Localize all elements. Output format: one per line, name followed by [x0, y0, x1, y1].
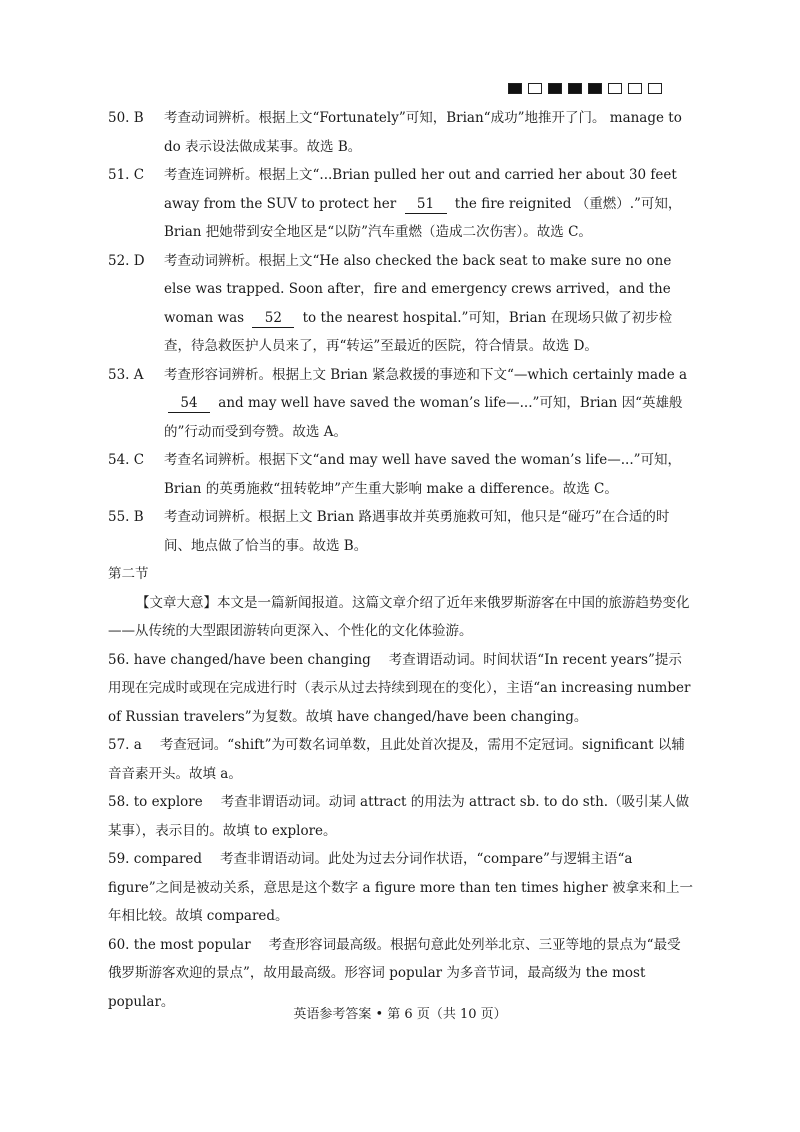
- position-mark: [648, 83, 662, 94]
- explanation-text: 考查动词辨析。根据上文“He also checked the back seat to make sure no one else was trapped. Soon after，fire and emergency crews arrived，and the woman was: [164, 252, 672, 326]
- explanation-text: 考查连词辨析。根据上文“...Brian pulled her out and carried her about 30 feet away from the SUV to protect her: [164, 167, 677, 212]
- explanation-text: 考查形容词辨析。根据上文 Brian 紧急救援的事迹和下文“—which certainly made a: [164, 366, 688, 383]
- answer-explanation: [108, 788, 693, 845]
- explanation-text: the fire reignited （重燃）.”可知，Brian 把她带到安全地区是“以防”汽车重燃（造成二次伤害）。故选 C。: [164, 195, 682, 240]
- answer-number: 51. C: [108, 167, 145, 183]
- answer-number: 53. A: [108, 366, 144, 383]
- answer-item-51: [108, 161, 693, 247]
- answer-explanation: [108, 646, 693, 732]
- answer-number: 52. D: [108, 252, 145, 269]
- answer-explanation: [108, 731, 693, 788]
- answer-explanation: 考查动词辨析。根据上文 Brian 路遇事故并英勇施救可知，他只是“碰巧”在合适的时间、地点做了恰当的事。故选 B。: [164, 509, 670, 554]
- answer-content: [108, 104, 693, 1016]
- answer-number: 58. to explore: [108, 794, 203, 810]
- explanation-text: 考查非谓语动词。此处为过去分词作状语，“compare”与逻辑主语“a figure”之间是被动关系，意思是这个数字 a figure more than ten times higher 被拿来和上一年相比较。故填 compared。: [108, 851, 693, 924]
- article-summary: 【文章大意】本文是一篇新闻报道。这篇文章介绍了近年来俄罗斯游客在中国的旅游趋势变化——从传统的大型跟团游转向更深入、个性化的文化体验游。: [108, 594, 690, 639]
- answer-number: 59. compared: [108, 851, 203, 867]
- position-mark: [508, 83, 522, 94]
- answer-item-59: [108, 845, 693, 931]
- position-mark: [608, 83, 622, 94]
- answer-item-58: [108, 788, 693, 845]
- position-mark: [628, 83, 642, 94]
- answer-explanation: [164, 247, 693, 361]
- explanation-text: 考查非谓语动词。动词 attract 的用法为 attract sb. to do sth.（吸引某人做某事），表示目的。故填 to explore。: [108, 794, 690, 839]
- question-blank: 51: [405, 195, 447, 214]
- answer-number: 50. B: [108, 110, 144, 126]
- answer-number: 55. B: [108, 509, 144, 525]
- answer-number: 57. a: [108, 737, 142, 753]
- answer-number: 54. C: [108, 452, 145, 468]
- position-mark: [568, 83, 582, 94]
- explanation-text: 考查谓语动词。时间状语“In recent years”提示用现在完成时或现在完成进行时（表示从过去持续到现在的变化），主语“an increasing number of Russian travelers”为复数。故填 have changed/have been changing。: [108, 651, 691, 725]
- answer-item-52: [108, 247, 693, 361]
- position-mark: [528, 83, 542, 94]
- answer-explanation: 考查动词辨析。根据上文“Fortunately”可知，Brian“成功”地推开了门。 manage to do 表示设法做成某事。故选 B。: [164, 110, 682, 155]
- answer-explanation: 考查名词辨析。根据下文“and may well have saved the woman’s life—...”可知，Brian 的英勇施救“扭转乾坤”产生重大影响 make a difference。故选 C。: [164, 452, 682, 497]
- answer-explanation: [164, 361, 693, 447]
- explanation-text: 考查冠词。“shift”为可数名词单数，且此处首次提及，需用不定冠词。significant 以辅音音素开头。故填 a。: [108, 737, 685, 782]
- explanation-text: to the nearest hospital.”可知，Brian 在现场只做了初步检查，待急救医护人员来了，再“转运”至最近的医院，符合情景。故选 D。: [164, 309, 673, 354]
- answer-item-50: [108, 104, 693, 161]
- explanation-text: and may well have saved the woman’s life—...”可知，Brian 因“英雄般的”行动而受到夸赞。故选 A。: [164, 395, 683, 440]
- question-blank: 54: [168, 394, 210, 413]
- answer-item-55: [108, 503, 693, 560]
- answer-explanation: [164, 161, 693, 247]
- answer-item-56: [108, 646, 693, 732]
- page-position-marks: [508, 83, 662, 94]
- answer-explanation: [108, 845, 693, 931]
- answer-item-57: [108, 731, 693, 788]
- page-footer: 英语参考答案 • 第 6 页（共 10 页）: [293, 1007, 507, 1022]
- position-mark: [548, 83, 562, 94]
- explanation-text: 考查形容词最高级。根据句意此处列举北京、三亚等地的景点为“最受俄罗斯游客欢迎的景点”，故用最高级。形容词 popular 为多音节词，最高级为 the most popular。: [108, 936, 681, 1010]
- answer-number: 56. have changed/have been changing: [108, 651, 371, 668]
- position-mark: [588, 83, 602, 94]
- answer-item-53: [108, 361, 693, 447]
- answer-item-54: [108, 446, 693, 503]
- question-blank: 52: [252, 309, 294, 328]
- section-title: 第二节: [108, 566, 149, 582]
- answer-number: 60. the most popular: [108, 936, 251, 953]
